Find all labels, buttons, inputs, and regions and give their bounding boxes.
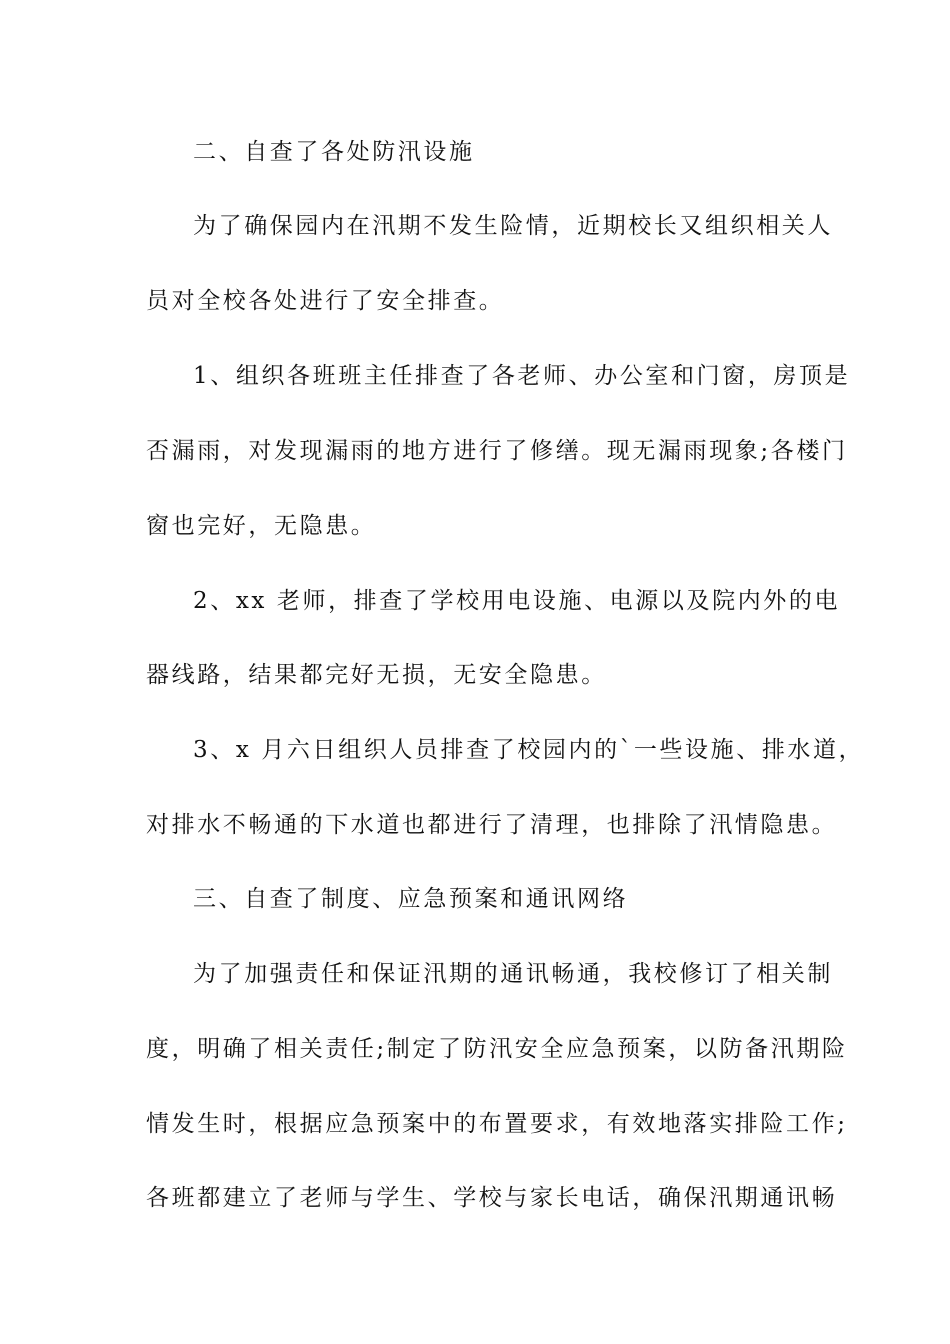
list-item-3-line: 对排水不畅通的下水道也都进行了清理，也排除了汛情隐患。 [146,812,838,838]
list-item-2-line: 2、xx 老师，排查了学校用电设施、电源以及院内外的电 [193,588,841,614]
paragraph-line: 为了加强责任和保证汛期的通讯畅通，我校修订了相关制 [193,961,833,987]
list-item-1-line: 窗也完好，无隐患。 [146,513,377,539]
section-heading-2: 二、自查了各处防汛设施 [193,139,475,165]
paragraph-line: 各班都建立了老师与学生、学校与家长电话，确保汛期通讯畅 [146,1185,838,1211]
paragraph-line: 员对全校各处进行了安全排查。 [146,288,505,314]
list-item-2-line: 器线路，结果都完好无损，无安全隐患。 [146,662,607,688]
paragraph-line: 度，明确了相关责任;制定了防汛安全应急预案，以防备汛期险 [146,1036,848,1062]
paragraph-line: 情发生时，根据应急预案中的布置要求，有效地落实排险工作; [146,1111,848,1137]
list-item-3-line: 3、x 月六日组织人员排查了校园内的`一些设施、排水道， [193,737,865,763]
list-item-1-line: 1、组织各班班主任排查了各老师、办公室和门窗，房顶是 [193,363,851,389]
section-heading-3: 三、自查了制度、应急预案和通讯网络 [193,886,629,912]
list-item-1-line: 否漏雨，对发现漏雨的地方进行了修缮。现无漏雨现象;各楼门 [146,438,848,464]
paragraph-line: 为了确保园内在汛期不发生险情，近期校长又组织相关人 [193,213,833,239]
